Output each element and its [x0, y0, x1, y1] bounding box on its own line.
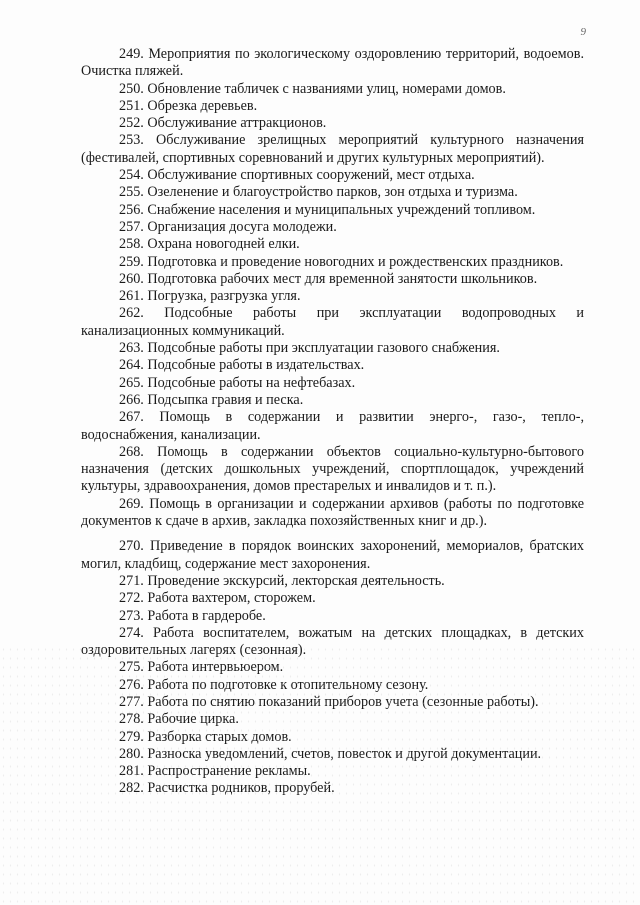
list-item: 255. Озеленение и благоустройство парков, зон отдыха и туризма.	[119, 184, 518, 201]
numbered-list	[81, 46, 584, 798]
list-item: 254. Обслуживание спортивных сооружений, мест отдыха.	[119, 167, 475, 184]
list-item: 249. Мероприятия по экологическому оздоровлению территорий, водоемов. Очистка пляжей.	[81, 46, 584, 80]
list-item: 261. Погрузка, разгрузка угля.	[119, 288, 301, 305]
list-item: 274. Работа воспитателем, вожатым на детских площадках, в детских оздоровительных лагерях (сезонная).	[81, 624, 584, 659]
list-item: 256. Снабжение населения и муниципальных учреждений топливом.	[119, 201, 536, 218]
list-item: 263. Подсобные работы при эксплуатации газового снабжения.	[119, 340, 500, 357]
list-item: 250. Обновление табличек с названиями улиц, номерами домов.	[119, 80, 506, 97]
list-item: 276. Работа по подготовке к отопительному сезону.	[119, 676, 429, 693]
list-item: 281. Распространение рекламы.	[119, 763, 311, 780]
list-item: 269. Помощь в организации и содержании архивов (работы по подготовке документов к сдаче в архив, закладка похозяйственных книг и др.).	[81, 495, 584, 530]
page-number: 9	[580, 26, 586, 38]
list-item: 266. Подсыпка гравия и песка.	[119, 391, 304, 408]
list-item: 253. Обслуживание зрелищных мероприятий культурного назначения (фестивалей, спортивных соревнований и других культурных мероприятий).	[81, 132, 584, 166]
list-item: 262. Подсобные работы при эксплуатации водопроводных и канализационных коммуникаций.	[81, 305, 584, 339]
list-item: 271. Проведение экскурсий, лекторская деятельность.	[119, 572, 445, 589]
list-item: 280. Разноска уведомлений, счетов, повесток и другой документации.	[119, 745, 542, 762]
list-item: 265. Подсобные работы на нефтебазах.	[119, 374, 356, 391]
list-item: 272. Работа вахтером, сторожем.	[119, 590, 316, 607]
list-item: 279. Разборка старых домов.	[119, 728, 292, 745]
list-item: 260. Подготовка рабочих мест для временной занятости школьников.	[119, 270, 538, 287]
list-item: 273. Работа в гардеробе.	[119, 607, 266, 624]
list-item: 267. Помощь в содержании и развитии энерго-, газо-, тепло-, водоснабжения, канализации.	[81, 409, 584, 443]
list-item: 275. Работа интервьюером.	[119, 659, 284, 676]
list-item: 277. Работа по снятию показаний приборов учета (сезонные работы).	[119, 693, 539, 710]
list-item: 252. Обслуживание аттракционов.	[119, 115, 327, 132]
list-item: 278. Рабочие цирка.	[119, 711, 239, 728]
list-item: 259. Подготовка и проведение новогодних и рождественских праздников.	[119, 253, 564, 270]
list-item: 264. Подсобные работы в издательствах.	[119, 357, 365, 374]
list-item: 251. Обрезка деревьев.	[119, 97, 258, 114]
list-item: 257. Организация досуга молодежи.	[119, 218, 337, 235]
list-item: 270. Приведение в порядок воинских захоронений, мемориалов, братских могил, кладбищ, содержание мест захоронения.	[81, 538, 584, 572]
list-item: 268. Помощь в содержании объектов социально-культурно-бытового назначения (детских дошкольных учреждений, спортплощадок, учреждений культуры, здравоохранения, домов престарелых и инвалидов и т. п.).	[81, 443, 584, 495]
list-item: 258. Охрана новогодней елки.	[119, 236, 300, 253]
list-item: 282. Расчистка родников, прорубей.	[119, 780, 335, 797]
